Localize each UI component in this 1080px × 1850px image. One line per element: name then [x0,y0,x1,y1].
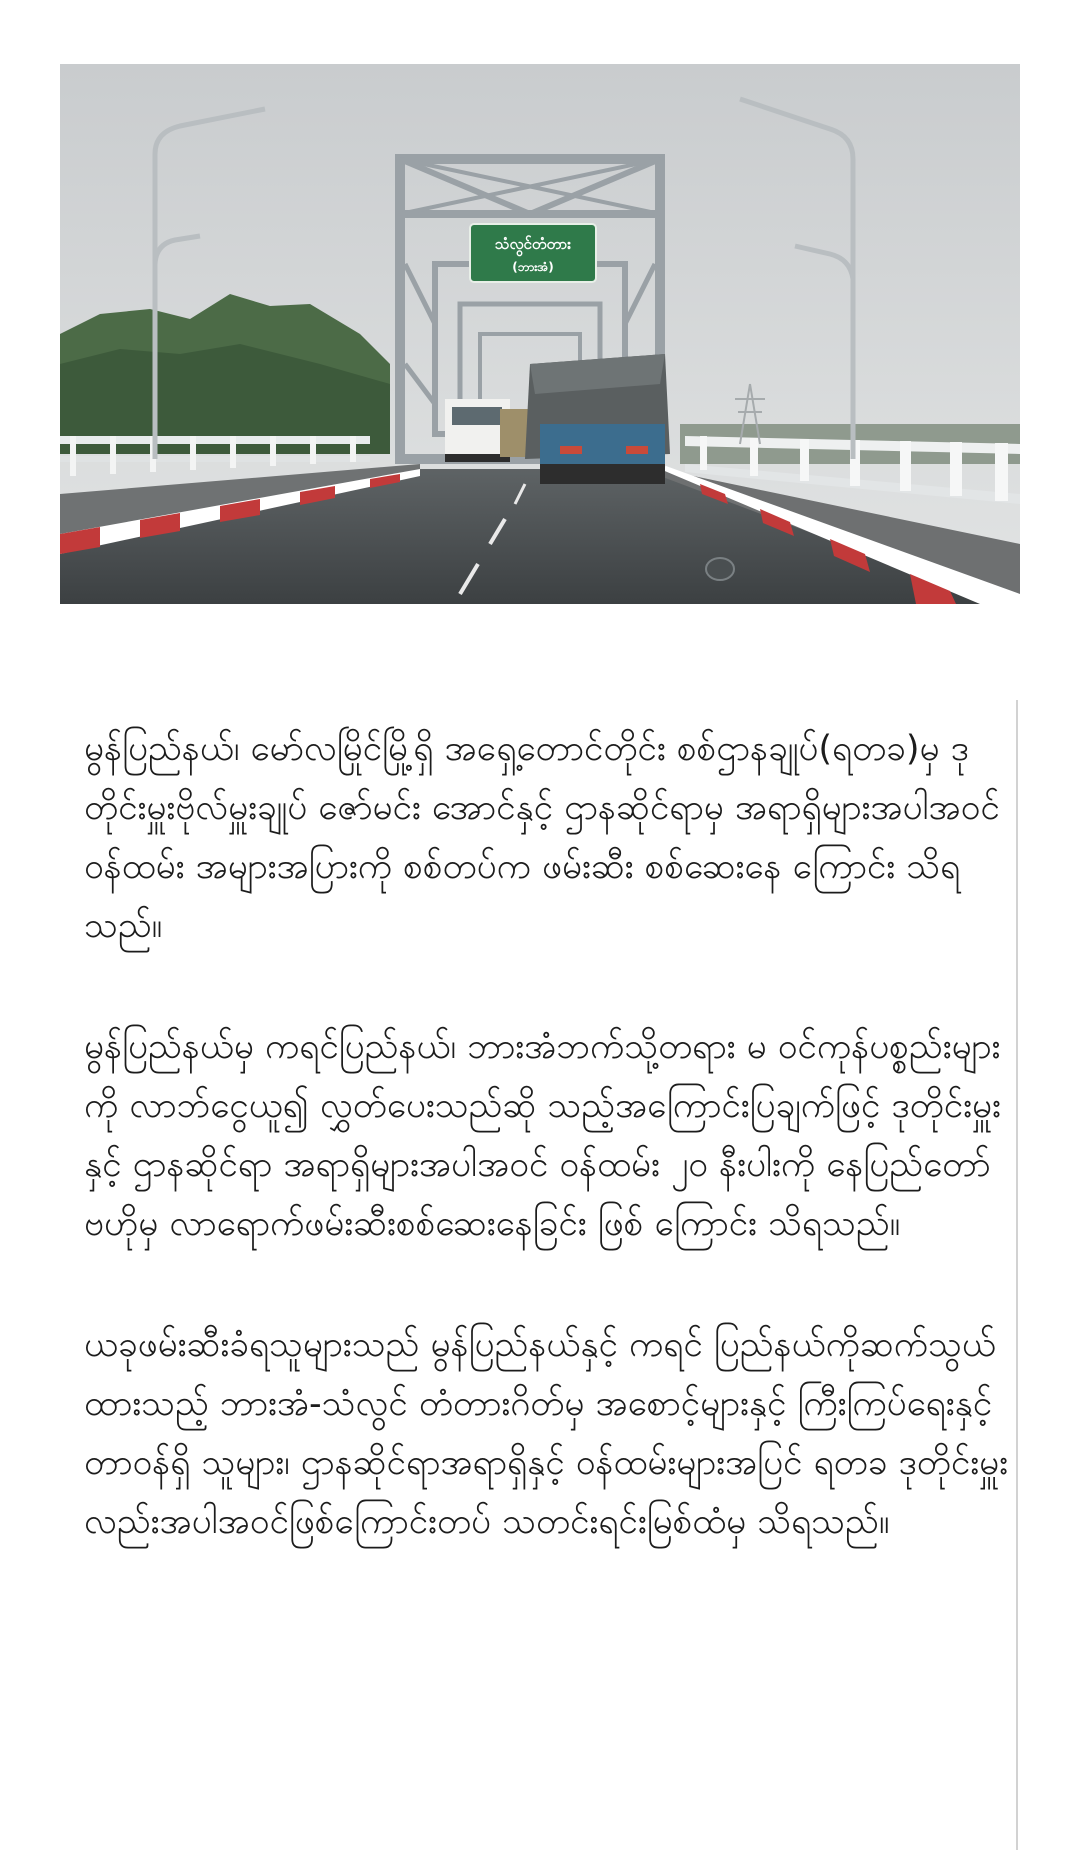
article-body [84,720,1012,1614]
paragraph-3: ယခုဖမ်းဆီးခံရသူများသည် မွန်ပြည်နယ်နှင့် ကရင် ပြည်နယ်ကိုဆက်သွယ်ထားသည့် ဘားအံ-သံလွင် တံတားဂိတ်မှ အစောင့်များနှင့် ကြီးကြပ်ရေးနှင့် တာဝန်ရှိ သူများ၊ ဌာနဆိုင်ရာအရာရှိနှင့် ဝန်ထမ်းများအပြင် ရတခ ဒုတိုင်းမှူးလည်းအပါအဝင်ဖြစ်ကြောင်းတပ် သတင်းရင်းမြစ်ထံမှ သိရသည်။ [84,1325,1009,1542]
paragraph-2: မွန်ပြည်နယ်မှ ကရင်ပြည်နယ်၊ ဘားအံဘက်သို့တရား မ ဝင်ကုန်ပစ္စည်းများကို လာဘ်ငွေယူ၍ လွှတ်ပေးသည်ဆို သည့်အကြောင်းပြချက်ဖြင့် ဒုတိုင်းမှူးနှင့် ဌာနဆိုင်ရာ အရာရှိများအပါအဝင် ဝန်ထမ်း ၂၀ နီးပါးကို နေပြည်တော်ဗဟိုမှ လာရောက်ဖမ်းဆီးစစ်ဆေးနေခြင်း ဖြစ် ကြောင်း သိရသည်။ [84,1027,1001,1244]
cargo-truck [525,354,670,484]
sign-line2: (ဘားအံ) [512,260,554,274]
bridge-photo [60,64,1020,604]
bridge-illustration [60,64,1020,604]
sign-line1: သံလွင်တံတား [494,235,572,253]
paragraph-1: မွန်ပြည်နယ်၊ မော်လမြိုင်မြို့ရှိ အရှေ့တောင်တိုင်း စစ်ဌာနချုပ်(ရတခ)မှ ဒုတိုင်းမှူးဗိုလ်မှူးချုပ် ဇော်မင်း အောင်နှင့် ဌာနဆိုင်ရာမှ အရာရှိများအပါအဝင်ဝန်ထမ်း အများအပြားကို စစ်တပ်က ဖမ်းဆီး စစ်ဆေးနေ ကြောင်း သိရသည်။ [84,729,1000,946]
vertical-divider [1016,700,1018,1850]
raindrop [706,558,734,580]
bridge-sign [470,224,596,282]
